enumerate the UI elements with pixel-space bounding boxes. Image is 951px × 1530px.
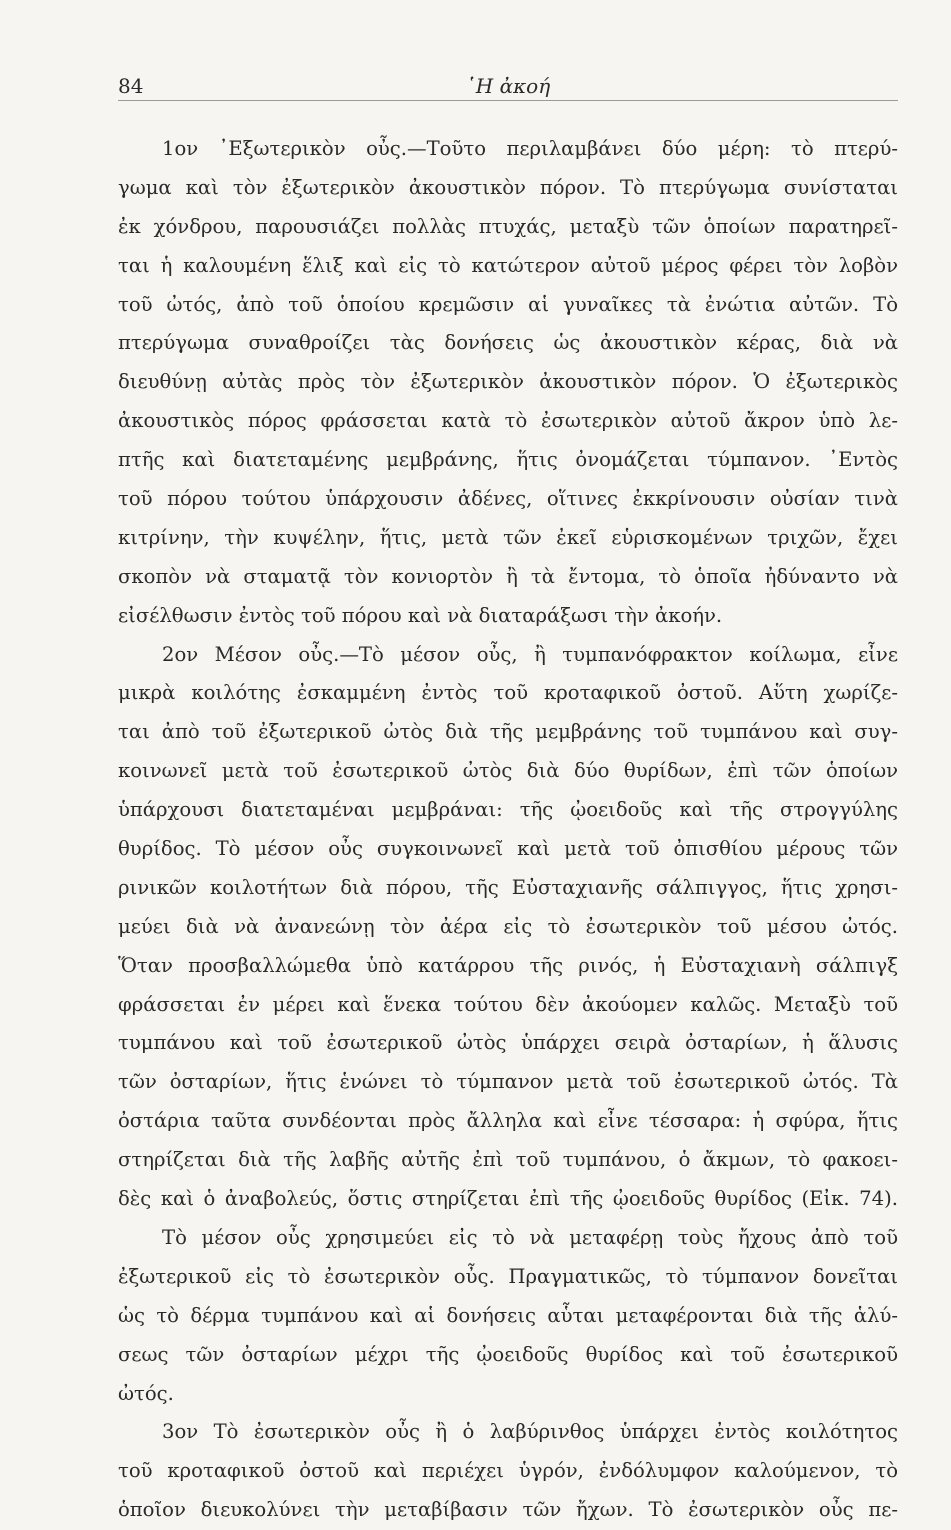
text-line: Ὅταν προσβαλλώμεθα ὑπὸ κατάρρου τῆς ρινός, ἡ Εὐσταχιανὴ σάλπιγξ [118, 953, 898, 977]
text-line: πτερύγωμα συναθροίζει τὰς δονήσεις ὡς ἀκουστικὸν κέρας, διὰ νὰ [118, 331, 898, 355]
page-header [118, 74, 898, 108]
text-line: ἀκουστικὸς πόρος φράσσεται κατὰ τὸ ἐσωτερικὸν αὐτοῦ ἄκρον ὑπὸ λε- [118, 409, 898, 433]
text-line: ὀστάρια ταῦτα συνδέονται πρὸς ἄλληλα καὶ εἶνε τέσσαρα: ἡ σφύρα, ἥτις [118, 1109, 898, 1133]
text-line: 3ον Τὸ ἐσωτερικὸν οὖς ἢ ὁ λαβύρινθος ὑπάρχει ἐντὸς κοιλότητος [162, 1420, 898, 1444]
text-line: στηρίζεται διὰ τῆς λαβῆς αὐτῆς ἐπὶ τοῦ τυμπάνου, ὁ ἄκμων, τὸ φακοει- [118, 1148, 898, 1172]
text-line: πτῆς καὶ διατεταμένης μεμβράνης, ἥτις ὀνομάζεται τύμπανον. ᾿Εντὸς [118, 448, 898, 472]
body-text [118, 130, 898, 1530]
page-number: 84 [118, 74, 144, 98]
text-line: γωμα καὶ τὸν ἐξωτερικὸν ἀκουστικὸν πόρον. Τὸ πτερύγωμα συνίσταται [118, 175, 898, 199]
text-line: σκοπὸν νὰ σταματᾷ τὸν κονιορτὸν ἢ τὰ ἔντομα, τὸ ὁποῖα ἠδύναντο νὰ [118, 564, 898, 588]
text-line: μικρὰ κοιλότης ἐσκαμμένη ἐντὸς τοῦ κροταφικοῦ ὀστοῦ. Αὕτη χωρίζε- [118, 681, 898, 705]
text-line: θυρίδος. Τὸ μέσον οὖς συγκοινωνεῖ καὶ μετὰ τοῦ ὀπισθίου μέρους τῶν [118, 837, 898, 861]
text-line: Τὸ μέσον οὖς χρησιμεύει εἰς τὸ νὰ μεταφέρῃ τοὺς ἤχους ἀπὸ τοῦ [162, 1225, 898, 1249]
text-line: τοῦ πόρου τούτου ὑπάρχουσιν ἀδένες, οἵτινες ἐκκρίνουσιν οὐσίαν τινὰ [118, 487, 898, 511]
text-line: ὑπάρχουσι διατεταμέναι μεμβράναι: τῆς ᾠοειδοῦς καὶ τῆς στρογγύλης [118, 798, 898, 822]
text-line: ἐκ χόνδρου, παρουσιάζει πολλὰς πτυχάς, μεταξὺ τῶν ὁποίων παρατηρεῖ- [118, 214, 898, 238]
text-line: 2ον Μέσον οὖς.—Τὸ μέσον οὖς, ἢ τυμπανόφρακτον κοίλωμα, εἶνε [162, 642, 898, 666]
text-line: διευθύνῃ αὐτὰς πρὸς τὸν ἐξωτερικὸν ἀκουστικὸν πόρον. Ὁ ἐξωτερικὸς [118, 370, 898, 394]
text-line: ἐξωτερικοῦ εἰς τὸ ἐσωτερικὸν οὖς. Πραγματικῶς, τὸ τύμπανον δονεῖται [118, 1264, 898, 1288]
text-line: κιτρίνην, τὴν κυψέλην, ἥτις, μετὰ τῶν ἐκεῖ εὑρισκομένων τριχῶν, ἔχει [118, 525, 898, 549]
header-rule [118, 100, 898, 101]
text-line: τῶν ὀσταρίων, ἥτις ἑνώνει τὸ τύμπανον μετὰ τοῦ ἐσωτερικοῦ ὠτός. Τὰ [118, 1070, 898, 1094]
text-line: τυμπάνου καὶ τοῦ ἐσωτερικοῦ ὠτὸς ὑπάρχει σειρὰ ὀσταρίων, ἡ ἅλυσις [118, 1031, 898, 1055]
text-line: ται ἡ καλουμένη ἕλιξ καὶ εἰς τὸ κατώτερον αὐτοῦ μέρος φέρει τὸν λοβὸν [118, 253, 898, 277]
text-line: ὠτός. [118, 1381, 174, 1405]
text-line: κοινωνεῖ μετὰ τοῦ ἐσωτερικοῦ ὠτὸς διὰ δύο θυρίδων, ἐπὶ τῶν ὁποίων [118, 759, 898, 783]
text-line: ὡς τὸ δέρμα τυμπάνου καὶ αἱ δονήσεις αὗται μεταφέρονται διὰ τῆς ἁλύ- [118, 1303, 898, 1327]
running-title: ῾Η ἀκοή [465, 74, 551, 98]
text-line: δὲς καὶ ὁ ἀναβολεύς, ὅστις στηρίζεται ἐπὶ τῆς ᾠοειδοῦς θυρίδος (Εἰκ. 74). [118, 1187, 898, 1211]
text-line: εἰσέλθωσιν ἐντὸς τοῦ πόρου καὶ νὰ διαταράξωσι τὴν ἀκοήν. [118, 603, 723, 627]
text-line: μεύει διὰ νὰ ἀνανεώνῃ τὸν ἀέρα εἰς τὸ ἐσωτερικὸν τοῦ μέσου ὠτός. [118, 914, 898, 938]
text-line: 1ον ᾿Εξωτερικὸν οὖς.—Τοῦτο περιλαμβάνει δύο μέρη: τὸ πτερύ- [162, 137, 898, 160]
text-line: σεως τῶν ὀσταρίων μέχρι τῆς ᾠοειδοῦς θυρίδος καὶ τοῦ ἐσωτερικοῦ [118, 1342, 898, 1366]
text-line: ὁποῖον διευκολύνει τὴν μεταβίβασιν τῶν ἤχων. Τὸ ἐσωτερικὸν οὖς πε- [118, 1498, 898, 1522]
text-line: φράσσεται ἐν μέρει καὶ ἕνεκα τούτου δὲν ἀκούομεν καλῶς. Μεταξὺ τοῦ [118, 992, 898, 1016]
text-line: ται ἀπὸ τοῦ ἐξωτερικοῦ ὠτὸς διὰ τῆς μεμβράνης τοῦ τυμπάνου καὶ συγ- [118, 720, 898, 744]
text-line: τοῦ ὠτός, ἀπὸ τοῦ ὁποίου κρεμῶσιν αἱ γυναῖκες τὰ ἐνώτια αὐτῶν. Τὸ [118, 292, 898, 316]
text-line: ρινικῶν κοιλοτήτων διὰ πόρου, τῆς Εὐσταχιανῆς σάλπιγγος, ἥτις χρησι- [118, 875, 898, 899]
text-line: τοῦ κροταφικοῦ ὀστοῦ καὶ περιέχει ὑγρόν, ἐνδόλυμφον καλούμενον, τὸ [118, 1459, 898, 1483]
